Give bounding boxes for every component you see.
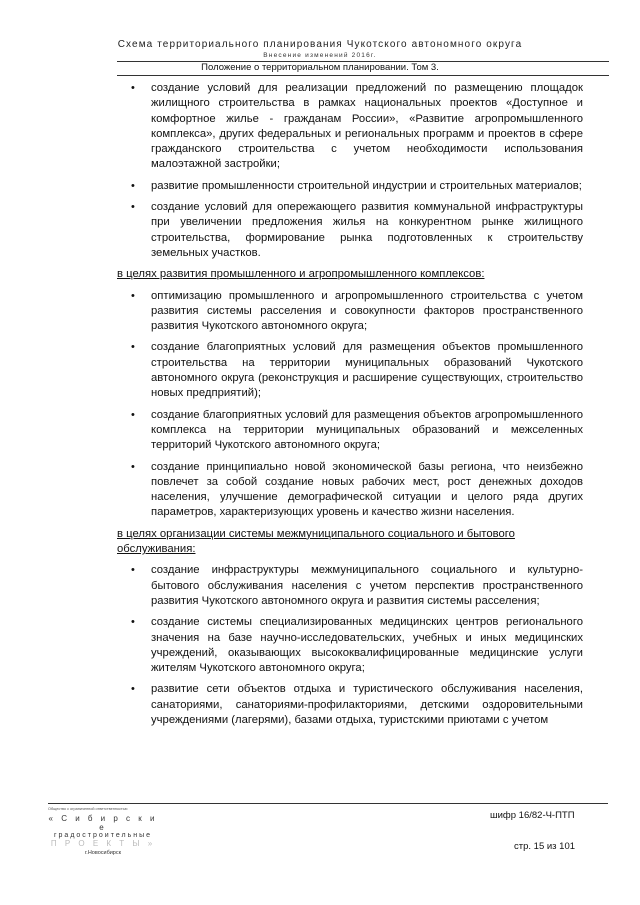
list-item: • создание принципиально новой экономической базы региона, что неизбежно повлечет за собой создание новых рабочих мест, рост денежных доходов населения, улучшение демографической ситуации и целого ряда других параметров, характеризующих уровень и качество жизни населения. [131,460,583,519]
document-cipher: шифр 16/82-Ч-ПТП [490,810,575,821]
list-item: • развитие сети объектов отдыха и туристического обслуживания населения, санаториями, санаториями-профилакториями, детскими оздоровительными учреждениями (лагерями), базами отдыха, туристскими приютами с учетом [131,683,583,726]
bullet-icon: • [131,616,135,629]
list-item: • развитие промышленности строительной индустрии и строительных материалов; [117,179,583,194]
logo-city: г.Новосибирск [84,850,122,856]
bullet-icon: • [131,179,135,192]
bullet-list-1 [117,81,583,261]
bullet-list-3 [117,563,583,728]
logo-line-2: градостроительные [53,832,153,839]
document-title: Схема территориального планирования Чукотского автономного округа [117,39,523,50]
list-item: • создание инфраструктуры межмуниципального социального и культурно-бытового обслуживания населения с учетом перспектив пространственного развития Чукотского автономного округа и развития системы расселения; [131,564,583,607]
logo-line-1: « С и б и р с к и е [48,814,158,832]
section-heading: в целях развития промышленного и агропромышленного комплексов: [117,268,485,281]
bullet-icon: • [131,564,135,577]
list-item: • создание системы специализированных медицинских центров регионального значения на базе научно-исследовательских, учебных и иных медицинских учреждений, оказывающих высококвалифицированные медицинские услуги жителям Чукотского автономного округа; [131,616,583,675]
bullet-icon: • [131,460,135,473]
header-divider-bottom [117,75,609,76]
bullet-icon: • [131,341,135,354]
bullet-icon: • [131,201,135,214]
bullet-icon: • [131,408,135,421]
logo-caption: Общество с ограниченной ответственностью [48,807,128,811]
list-item: • создание условий для реализации предложений по размещению площадок жилищного строительства в рамках национальных проектов «Доступное и комфортное жилье - гражданам России», «Развитие агропромышленного комплекса», других федеральных и региональных программ и проектов в сфере гражданского строительства с учетом необходимости использования малоэтажной застройки; [131,82,583,171]
page-number: стр. 15 из 101 [514,841,576,852]
bullet-icon: • [131,82,135,94]
logo-line-3: П Р О Е К Т Ы » [50,839,156,848]
list-item: • создание условий для опережающего развития коммунальной инфраструктуры при увеличении предложения жилья на конкурентном рынке жилищного строительства, формирование рынка подготовленных к строительству земельных участков. [131,201,583,259]
document-subtitle: Внесение изменений 2016г. [263,52,377,59]
document-body [117,81,583,734]
bullet-icon: • [131,683,135,696]
list-item: • создание благоприятных условий для размещения объектов агропромышленного комплекса на территории муниципальных образований и межселенных территорий Чукотского автономного округа; [131,408,583,452]
company-logo [48,807,188,856]
volume-title: Положение о территориальном планировании. Том 3. [201,62,439,73]
footer-divider [48,803,608,804]
list-item: • оптимизацию промышленного и агропромышленного строительства с учетом развития системы расселения и совокупности факторов пространственного развития Чукотского автономного округа; [131,289,583,333]
section-heading: в целях организации системы межмуниципального социального и бытового обслуживания: [117,527,515,556]
bullet-list-2 [117,289,583,521]
list-item: • создание благоприятных условий для размещения объектов промышленного строительства на территории муниципальных образований Чукотского автономного округа (реконструкция и расширение существующих, строительство новых предприятий); [131,341,583,400]
bullet-icon: • [131,289,135,302]
